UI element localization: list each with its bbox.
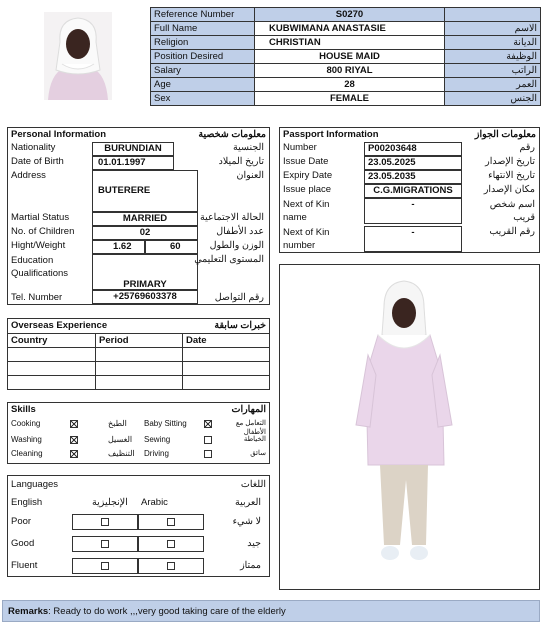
- tel-ar: رقم التواصل: [214, 292, 264, 303]
- top-row-value: HOUSE MAID: [255, 50, 445, 64]
- expiry-date-value: 23.05.2035: [364, 170, 462, 184]
- skill-checkbox[interactable]: [204, 436, 212, 444]
- skill-checkbox[interactable]: [204, 450, 212, 458]
- full-body-photo: [279, 264, 540, 590]
- edu-ar: المستوى التعليمي: [194, 254, 264, 265]
- headshot-photo: [44, 12, 112, 100]
- arabic-ar: العربية: [235, 497, 261, 508]
- top-row: [151, 50, 541, 64]
- height-value: 1.62: [92, 240, 145, 254]
- skill-row: [8, 417, 269, 436]
- top-row-ar: الوظيفة: [445, 50, 541, 64]
- skills-header: Skills المهارات: [11, 404, 266, 415]
- edu-value: PRIMARY: [92, 254, 198, 290]
- nationality-value: BURUNDIAN: [92, 142, 174, 156]
- expiry-date-ar: تاريخ الانتهاء: [488, 170, 535, 181]
- remarks-text: : Ready to do work ,,,very good taking care of the elderly: [48, 606, 286, 617]
- top-row: [151, 64, 541, 78]
- language-level-label: Fluent: [11, 560, 38, 571]
- marital-value: MARRIED: [92, 212, 198, 226]
- nationality-label: Nationality: [11, 142, 56, 153]
- skill-ar: التعامل مع الأطفال: [235, 420, 266, 436]
- expiry-date-label: Expiry Date: [283, 170, 333, 181]
- overseas-section: [7, 318, 270, 390]
- passport-info-header: Passport Information معلومات الجواز: [283, 129, 536, 140]
- issue-place-ar: مكان الإصدار: [483, 184, 535, 195]
- languages-section: [7, 475, 270, 577]
- dob-ar: تاريخ الميلاد: [218, 156, 264, 167]
- top-row-value: S0270: [255, 8, 445, 22]
- top-row-value: 28: [255, 78, 445, 92]
- skill-label: Driving: [144, 449, 169, 458]
- top-row-label: Salary: [151, 64, 255, 78]
- skill-label: Sewing: [144, 435, 171, 444]
- skill-ar: الطبخ: [108, 419, 127, 428]
- skill-label: Cleaning: [11, 449, 43, 458]
- top-row-label: Sex: [151, 92, 255, 106]
- issue-date-label: Issue Date: [283, 156, 329, 167]
- language-level-ar: جيد: [247, 538, 261, 549]
- top-row: [151, 78, 541, 92]
- language-level-label: Good: [11, 538, 35, 549]
- language-level-label: Poor: [11, 516, 32, 527]
- top-row-label: Position Desired: [151, 50, 255, 64]
- nationality-ar: الجنسية: [233, 142, 264, 153]
- top-row-ar: [445, 8, 541, 22]
- children-ar: عدد الأطفال: [216, 226, 264, 237]
- top-row-value: KUBWIMANA ANASTASIE: [255, 22, 445, 36]
- skill-ar: سائق: [250, 450, 266, 457]
- top-row-label: Religion: [151, 36, 255, 50]
- col-country: Country: [8, 334, 96, 348]
- hw-ar: الوزن والطول: [209, 240, 264, 251]
- language-row: [8, 514, 269, 530]
- marital-label: Martial Status: [11, 212, 70, 223]
- skill-row: [8, 447, 269, 461]
- top-row-label: Reference Number: [151, 8, 255, 22]
- address-value: BUTERERE: [92, 170, 198, 212]
- skill-label: Washing: [11, 435, 42, 444]
- remarks-bar: [2, 600, 540, 622]
- english-label: English: [11, 497, 43, 508]
- address-label: Address: [11, 170, 46, 181]
- top-row-ar: الراتب: [445, 64, 541, 78]
- skill-label: Cooking: [11, 419, 41, 428]
- top-info-table: [150, 7, 541, 106]
- weight-value: 60: [145, 240, 198, 254]
- kin-number-label: Next of Kin number: [283, 227, 330, 251]
- english-checkbox[interactable]: [101, 562, 109, 570]
- children-label: No. of Children: [11, 226, 75, 237]
- hw-label: Hight/Weight: [11, 240, 66, 251]
- english-checkbox[interactable]: [101, 518, 109, 526]
- col-date: Date: [183, 334, 270, 348]
- top-row-ar: الديانة: [445, 36, 541, 50]
- issue-date-ar: تاريخ الإصدار: [485, 156, 535, 167]
- top-row: [151, 92, 541, 106]
- kin-number-value: -: [364, 226, 462, 252]
- dob-value: 01.01.1997: [92, 156, 174, 170]
- passport-number-ar: رقم: [519, 142, 535, 153]
- edu-label: Education Qualifications: [11, 255, 69, 279]
- issue-date-value: 23.05.2025: [364, 156, 462, 170]
- skill-checkbox[interactable]: [204, 420, 212, 428]
- language-level-ar: ممتاز: [240, 560, 261, 571]
- english-checkbox[interactable]: [101, 540, 109, 548]
- passport-info-section: [279, 127, 540, 253]
- skill-label: Baby Sitting: [144, 419, 187, 428]
- issue-place-value: C.G.MIGRATIONS: [364, 184, 462, 198]
- kin-name-ar: اسم شخص قريب: [489, 199, 535, 223]
- skill-ar: الخياطة: [243, 436, 266, 443]
- language-row: [8, 558, 269, 574]
- skill-checkbox[interactable]: [70, 450, 78, 458]
- top-row-value: CHRISTIAN: [255, 36, 445, 50]
- children-value: 02: [92, 226, 198, 240]
- top-row-ar: العمر: [445, 78, 541, 92]
- passport-number-value: P00203648: [364, 142, 462, 156]
- overseas-table: [7, 333, 270, 390]
- skill-ar: التنظيف: [108, 449, 135, 458]
- top-row: [151, 22, 541, 36]
- issue-place-label: Issue place: [283, 184, 332, 195]
- col-period: Period: [96, 334, 183, 348]
- english-ar: الإنجليزية: [92, 497, 128, 508]
- arabic-checkbox[interactable]: [167, 540, 175, 548]
- skill-checkbox[interactable]: [70, 436, 78, 444]
- language-level-ar: لا شيء: [232, 516, 261, 527]
- languages-header: Languages اللغات: [11, 479, 266, 490]
- address-ar: العنوان: [236, 170, 264, 181]
- kin-number-ar: رقم القريب: [489, 226, 535, 237]
- tel-label: Tel. Number: [11, 292, 63, 303]
- tel-value: +25769603378: [92, 290, 198, 304]
- skill-ar: الغسيل: [108, 435, 133, 444]
- top-row-value: 800 RIYAL: [255, 64, 445, 78]
- top-row-value: FEMALE: [255, 92, 445, 106]
- marital-ar: الحالة الاجتماعية: [200, 212, 264, 223]
- top-row-ar: الجنس: [445, 92, 541, 106]
- skill-row: [8, 433, 269, 447]
- top-row-label: Full Name: [151, 22, 255, 36]
- arabic-checkbox[interactable]: [167, 518, 175, 526]
- top-row-label: Age: [151, 78, 255, 92]
- top-row: [151, 8, 541, 22]
- language-row: [8, 536, 269, 552]
- arabic-label: Arabic: [141, 497, 168, 508]
- skills-section: [7, 402, 270, 464]
- arabic-checkbox[interactable]: [167, 562, 175, 570]
- personal-info-header: Personal Information معلومات شخصية: [11, 129, 266, 140]
- top-row-ar: الاسم: [445, 22, 541, 36]
- kin-name-value: -: [364, 198, 462, 224]
- dob-label: Date of Birth: [11, 156, 64, 167]
- skill-checkbox[interactable]: [70, 420, 78, 428]
- passport-number-label: Number: [283, 142, 317, 153]
- remarks-label: Remarks: [8, 606, 49, 617]
- kin-name-label: Next of Kin name: [283, 199, 330, 223]
- personal-info-section: [7, 127, 270, 305]
- top-row: [151, 36, 541, 50]
- overseas-header: Overseas Experience خبرات سابقة: [11, 320, 266, 331]
